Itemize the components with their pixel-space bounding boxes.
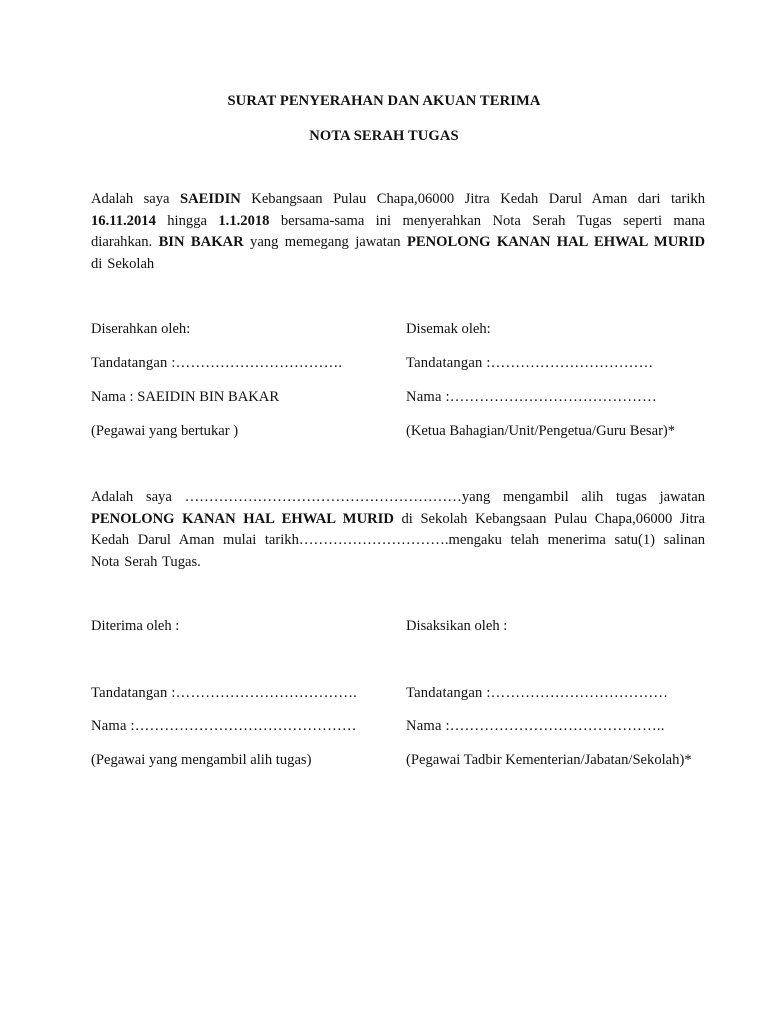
handover-paragraph [91,189,705,275]
para2-text-2: di Sekolah Kebangsaan Pulau Chapa,06000 Jitra Kedah Darul Aman mulai tarikh………………………….mengaku telah menerima satu(1) salinan Nota Serah Tugas. [91,510,705,570]
received-role: (Pegawai yang mengambil alih tugas) [91,752,312,768]
para1-date-from: 16.11.2014 [91,212,156,229]
reviewed-by-heading: Disemak oleh: [406,321,491,337]
document-title: SURAT PENYERAHAN DAN AKUAN TERIMA [227,93,541,109]
witnessed-by-heading: Disaksikan oleh : [406,618,508,634]
received-signature-field: Tandatangan :………………………………. [91,685,358,701]
para1-text-6: di Sekolah [91,255,155,272]
handed-over-signature-field: Tandatangan :……………………………. [91,355,343,371]
para2-position: PENOLONG KANAN HAL EHWAL MURID [91,510,394,527]
para2-text-1: Adalah saya …………………………………………………yang mengambil alih tugas jawatan [91,489,705,505]
para1-name: SAEIDIN [180,191,241,207]
witnessed-signature-field: Tandatangan :……………………………… [406,685,669,701]
para1-text-1: Adalah saya [91,191,180,207]
para1-text-5: yang memegang jawatan [243,234,407,251]
document-subtitle: NOTA SERAH TUGAS [309,128,459,144]
handed-over-role: (Pegawai yang bertukar ) [91,423,239,439]
para1-position: PENOLONG KANAN HAL EHWAL MURID [406,234,705,251]
handed-over-name-field: Nama : SAEIDIN BIN BAKAR [91,389,280,405]
received-name-field: Nama :……………………………………… [91,718,357,734]
para1-text-2: Kebangsaan Pulau Chapa,06000 Jitra Kedah Darul Aman dari tarikh [240,191,705,207]
reviewed-role: (Ketua Bahagian/Unit/Pengetua/Guru Besar)* [406,423,676,439]
handed-over-by-heading: Diserahkan oleh: [91,321,191,337]
para1-text-4: bersama-sama ini menyerahkan Nota Serah Tugas seperti mana diarahkan. [91,212,705,251]
reviewed-signature-field: Tandatangan :…………………………… [406,355,654,371]
para1-text-3: hingga [155,212,219,229]
witnessed-role: (Pegawai Tadbir Kementerian/Jabatan/Sekolah)* [406,752,692,768]
para1-name-2: BIN BAKAR [158,234,244,251]
received-by-heading: Diterima oleh : [91,618,180,634]
witnessed-name-field: Nama :…………………………………….. [406,718,665,734]
reviewed-name-field: Nama :…………………………………… [406,389,657,405]
acceptance-paragraph [91,487,705,573]
para1-date-to: 1.1.2018 [218,212,270,229]
